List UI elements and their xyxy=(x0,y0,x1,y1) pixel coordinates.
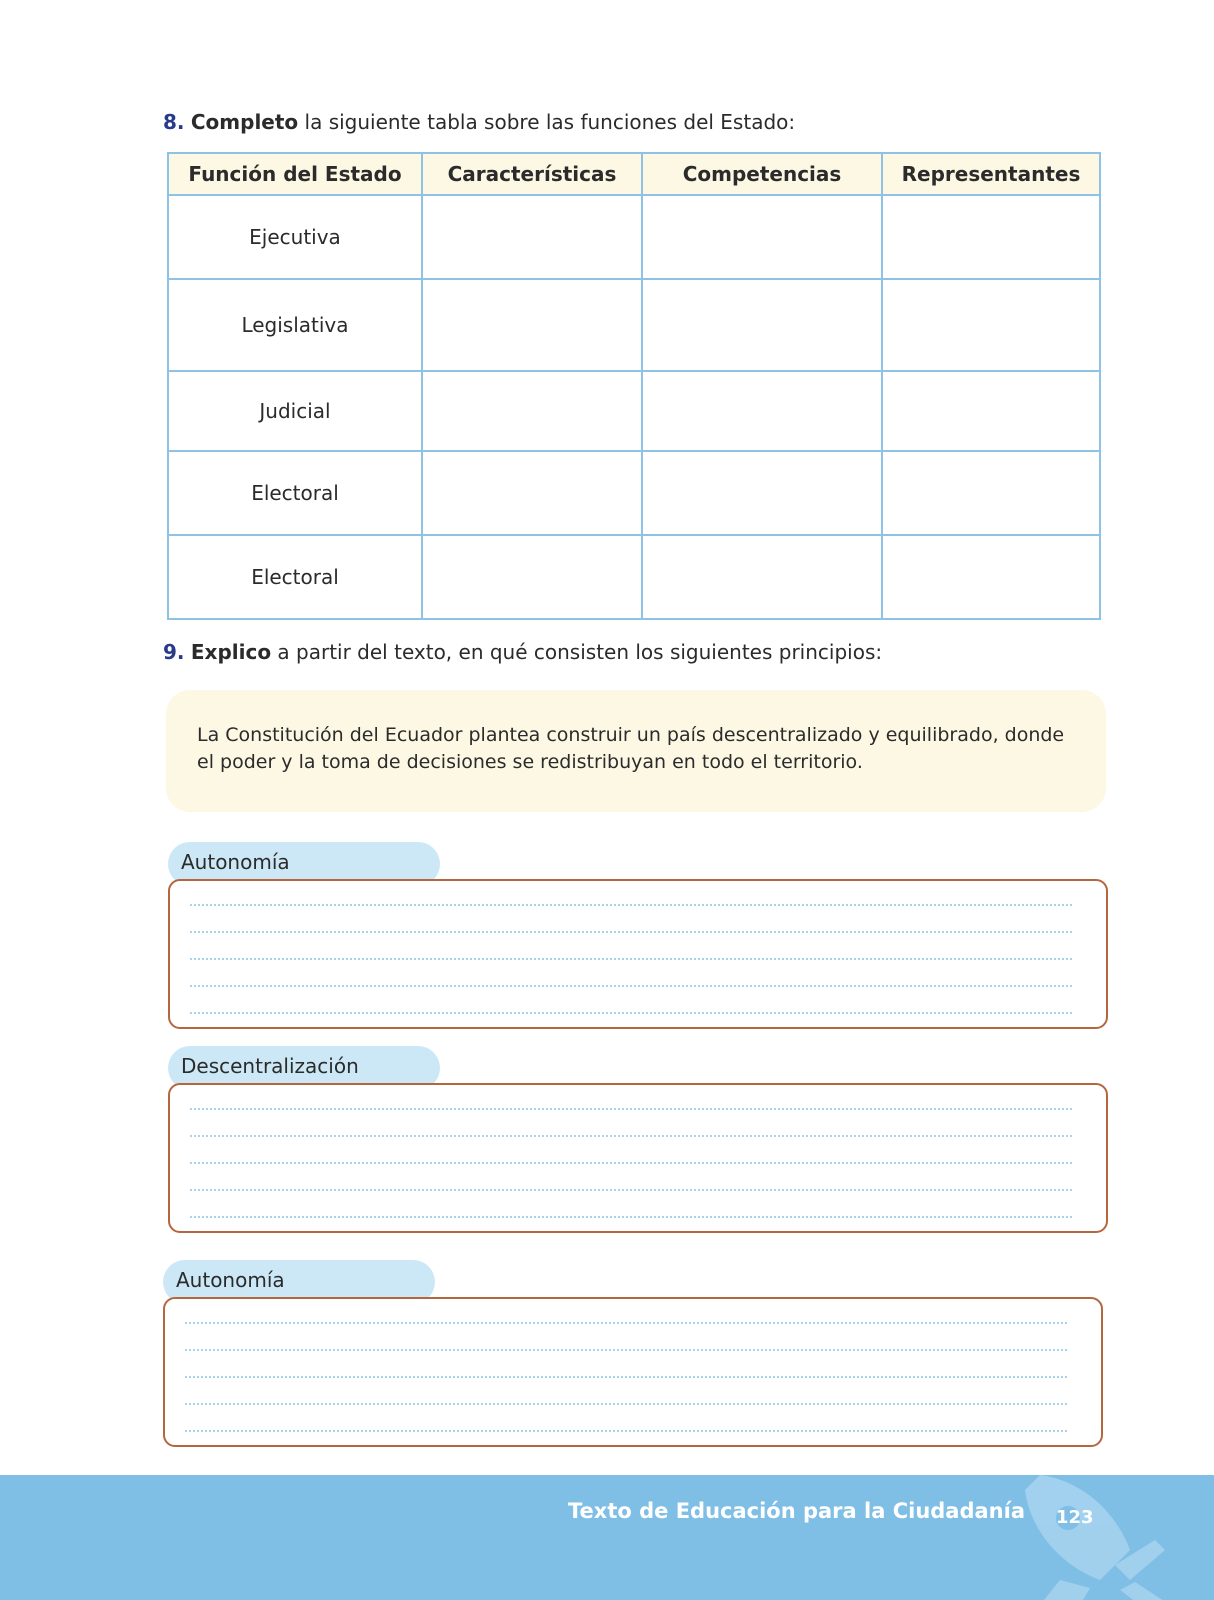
answer-box-descentralizacion[interactable] xyxy=(168,1083,1108,1233)
answer-cell[interactable] xyxy=(422,371,642,451)
dotted-line xyxy=(190,1108,1072,1110)
question-8 xyxy=(163,110,795,134)
question-9-text: a partir del texto, en qué consisten los siguientes principios: xyxy=(271,640,883,664)
question-8-verb: Completo xyxy=(190,110,299,134)
info-text: La Constitución del Ecuador plantea construir un país descentralizado y equilibrado, donde el poder y la toma de decisiones se redistribuyan en todo el territorio. xyxy=(197,724,1065,773)
answer-cell[interactable] xyxy=(422,451,642,535)
answer-cell[interactable] xyxy=(882,371,1100,451)
question-9 xyxy=(163,640,882,664)
dotted-line xyxy=(190,958,1072,960)
answer-cell[interactable] xyxy=(882,535,1100,619)
question-9-number: 9. xyxy=(163,640,185,664)
row-function-name: Electoral xyxy=(168,451,422,535)
row-function-name: Electoral xyxy=(168,535,422,619)
dotted-line xyxy=(190,1216,1072,1218)
info-box xyxy=(166,690,1106,812)
rocket-icon xyxy=(1020,1475,1180,1600)
header-funcion: Función del Estado xyxy=(168,153,422,195)
table-header-row xyxy=(168,153,1100,195)
answer-cell[interactable] xyxy=(422,195,642,279)
question-8-number: 8. xyxy=(163,110,185,134)
row-function-name: Legislativa xyxy=(168,279,422,371)
label-autonomia: Autonomía xyxy=(168,842,440,886)
answer-cell[interactable] xyxy=(882,279,1100,371)
question-8-text: a siguiente tabla sobre las funciones del Estado: xyxy=(310,110,796,134)
answer-box-autonomia-2[interactable] xyxy=(163,1297,1103,1447)
header-representantes: Representantes xyxy=(882,153,1100,195)
dotted-line xyxy=(185,1430,1067,1432)
dotted-line xyxy=(190,904,1072,906)
header-competencias: Competencias xyxy=(642,153,882,195)
answer-cell[interactable] xyxy=(422,535,642,619)
table-row xyxy=(168,535,1100,619)
answer-cell[interactable] xyxy=(882,451,1100,535)
question-9-verb: Explico xyxy=(190,640,272,664)
page-number: 123 xyxy=(1056,1507,1094,1528)
answer-cell[interactable] xyxy=(882,195,1100,279)
table-row xyxy=(168,279,1100,371)
table-row xyxy=(168,371,1100,451)
dotted-line xyxy=(190,985,1072,987)
footer-title: Texto de Educación para la Ciudadanía xyxy=(568,1499,1025,1523)
dotted-line xyxy=(185,1322,1067,1324)
answer-box-autonomia[interactable] xyxy=(168,879,1108,1029)
row-function-name: Ejecutiva xyxy=(168,195,422,279)
label-descentralizacion: Descentralización xyxy=(168,1046,440,1090)
answer-cell[interactable] xyxy=(642,451,882,535)
question-8-text-l: l xyxy=(298,110,311,134)
dotted-line xyxy=(190,1189,1072,1191)
answer-cell[interactable] xyxy=(642,371,882,451)
row-function-name: Judicial xyxy=(168,371,422,451)
dotted-line xyxy=(190,1162,1072,1164)
label-autonomia-2: Autonomía xyxy=(163,1260,435,1304)
answer-cell[interactable] xyxy=(642,279,882,371)
dotted-line xyxy=(185,1349,1067,1351)
state-functions-table xyxy=(167,152,1101,620)
dotted-line xyxy=(190,1135,1072,1137)
dotted-line xyxy=(185,1403,1067,1405)
table-row xyxy=(168,451,1100,535)
table-row xyxy=(168,195,1100,279)
page-footer xyxy=(0,1475,1214,1600)
answer-cell[interactable] xyxy=(642,535,882,619)
dotted-line xyxy=(190,1012,1072,1014)
dotted-line xyxy=(190,931,1072,933)
header-caracteristicas: Características xyxy=(422,153,642,195)
answer-cell[interactable] xyxy=(642,195,882,279)
dotted-line xyxy=(185,1376,1067,1378)
answer-cell[interactable] xyxy=(422,279,642,371)
